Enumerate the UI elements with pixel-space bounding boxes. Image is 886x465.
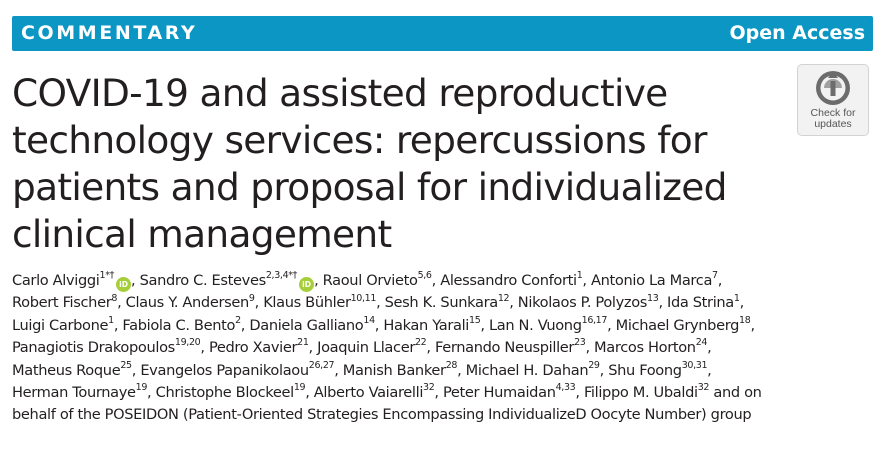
author-entry[interactable] [156, 384, 314, 401]
affiliation-marker[interactable]: 29 [588, 359, 600, 371]
affiliation-marker[interactable]: 30,31 [681, 359, 708, 371]
author-name[interactable]: Carlo Alviggi [12, 272, 100, 289]
author-separator: , [607, 316, 616, 334]
author-separator: , [509, 294, 518, 312]
author-entry[interactable] [12, 294, 126, 311]
orcid-icon[interactable]: iD [299, 277, 314, 292]
author-line [12, 270, 832, 292]
affiliation-marker[interactable]: 16,17 [581, 314, 608, 326]
author-name[interactable]: Pedro Xavier [208, 339, 298, 357]
author-entry[interactable] [12, 384, 156, 401]
author-separator: , [707, 339, 712, 357]
author-name[interactable]: Shu Foong [608, 361, 682, 379]
author-separator: , [376, 294, 385, 312]
author-entry[interactable] [323, 272, 441, 289]
affiliation-marker[interactable]: 15 [469, 314, 481, 326]
affiliation-marker[interactable]: 8 [111, 292, 118, 304]
affiliation-marker[interactable]: 24 [695, 337, 708, 349]
crossmark-icon [814, 69, 852, 107]
author-separator: , [575, 384, 584, 402]
open-access-label[interactable]: Open Access [729, 22, 865, 44]
author-name[interactable]: Klaus Bühler [263, 294, 351, 312]
author-entry[interactable] [209, 339, 317, 356]
check-for-updates-button[interactable] [797, 64, 869, 136]
author-entry[interactable] [12, 359, 141, 379]
author-separator: , [457, 361, 466, 379]
affiliation-marker[interactable]: 19,20 [174, 337, 201, 349]
author-separator: , [305, 384, 314, 402]
affiliation-marker[interactable]: 2,3,4*† [265, 270, 298, 282]
affiliation-marker[interactable]: 21 [297, 337, 309, 349]
author-line [12, 292, 832, 314]
affiliation-marker[interactable]: 7 [712, 270, 718, 282]
author-entry[interactable] [342, 359, 466, 379]
affiliation-marker[interactable]: 10,11 [350, 292, 377, 304]
author-separator: , [739, 294, 744, 312]
affiliation-marker[interactable]: 18 [739, 314, 751, 326]
affiliation-marker[interactable]: 32 [697, 382, 710, 394]
author-separator: , [434, 384, 443, 402]
author-entry[interactable] [12, 314, 123, 334]
author-separator: , [717, 272, 723, 289]
author-name[interactable]: Marcos Horton [594, 339, 696, 357]
author-entry[interactable] [385, 294, 518, 311]
author-entry[interactable] [140, 272, 323, 289]
author-entry[interactable] [440, 272, 591, 289]
author-name[interactable]: Manish Banker [342, 361, 446, 379]
author-name[interactable]: Matheus Roque [12, 361, 121, 379]
author-entry[interactable] [12, 339, 209, 356]
author-name[interactable]: Sesh K. Sunkara [384, 294, 498, 312]
author-name[interactable]: Claus Y. Andersen [125, 294, 249, 312]
author-name[interactable]: Robert Fischer [12, 294, 112, 312]
author-entry[interactable] [465, 359, 609, 379]
author-entry[interactable] [249, 314, 384, 334]
author-separator: , [374, 316, 384, 334]
author-name[interactable]: Alessandro Conforti [440, 272, 577, 289]
title-line: patients and proposal for individualized [12, 165, 727, 209]
affiliation-marker[interactable]: 19 [135, 382, 148, 394]
author-separator: , [131, 272, 140, 289]
author-entry[interactable] [12, 272, 140, 289]
author-name[interactable]: Ida Strina [667, 294, 734, 312]
affiliation-marker[interactable]: 25 [120, 359, 132, 371]
author-name[interactable]: Hakan Yarali [383, 316, 470, 334]
author-name[interactable]: Peter Humaidan [443, 384, 556, 402]
author-name[interactable]: Lan N. Vuong [488, 316, 582, 334]
author-separator: , [582, 272, 591, 289]
author-line [12, 337, 832, 359]
author-separator: , [240, 316, 250, 334]
affiliation-marker[interactable]: 14 [363, 314, 375, 326]
article-type-label: COMMENTARY [21, 22, 198, 44]
affiliation-marker[interactable]: 4,33 [555, 382, 576, 394]
title-line: COVID-19 and assisted reproductive [12, 71, 668, 115]
author-name[interactable]: Filippo M. Ubaldi [583, 384, 698, 402]
author-separator: , [200, 339, 209, 357]
author-entry[interactable] [591, 272, 722, 289]
author-separator: , [117, 294, 126, 312]
author-name[interactable]: Michael Grynberg [615, 316, 740, 334]
author-entry[interactable] [435, 339, 594, 356]
author-separator: , [113, 316, 123, 334]
author-name[interactable]: Antonio La Marca [590, 272, 713, 289]
affiliation-marker[interactable]: 22 [414, 337, 427, 349]
affiliation-marker[interactable]: 13 [647, 292, 659, 304]
author-entry[interactable] [518, 294, 667, 311]
author-separator: , [314, 272, 323, 289]
author-line-tail: behalf of the POSEIDON (Patient-Oriented Strategies Encompassing IndividualizeD Oocyte Number) group [12, 406, 752, 424]
author-entry[interactable] [263, 294, 384, 311]
author-name[interactable]: Herman Tournaye [12, 384, 136, 402]
orcid-icon[interactable]: iD [116, 277, 131, 292]
check-for-updates-label [797, 108, 869, 130]
author-separator: , [254, 294, 264, 312]
author-separator: , [308, 339, 318, 357]
author-entry[interactable] [594, 339, 711, 356]
author-name[interactable]: Panagiotis Drakopoulos [12, 339, 175, 357]
affiliation-marker[interactable]: 23 [574, 337, 586, 349]
check-for-updates-line: updates [814, 118, 852, 130]
author-name[interactable]: Joaquin Llacer [317, 339, 415, 357]
author-name[interactable]: Fabiola C. Bento [122, 316, 236, 334]
author-name[interactable]: Nikolaos P. Polyzos [517, 294, 648, 312]
author-entry[interactable] [317, 339, 435, 356]
author-separator: , [334, 361, 343, 379]
author-entry[interactable] [122, 314, 250, 334]
affiliation-marker[interactable]: 19 [293, 382, 306, 394]
article-type-banner [12, 16, 873, 51]
author-entry[interactable] [314, 384, 443, 401]
affiliation-marker[interactable]: 1*† [99, 270, 115, 282]
author-name[interactable]: Raoul Orvieto [322, 272, 418, 289]
author-entry[interactable] [667, 294, 744, 311]
author-name[interactable]: Luigi Carbone [12, 316, 109, 334]
author-name[interactable]: Fernando Neuspiller [434, 339, 575, 357]
affiliation-marker[interactable]: 1 [733, 292, 740, 304]
affiliation-marker[interactable]: 26,27 [308, 359, 335, 371]
author-list [12, 270, 832, 427]
author-separator: , [147, 384, 156, 402]
affiliation-marker[interactable]: 28 [445, 359, 458, 371]
author-separator: , [480, 316, 489, 334]
author-line [12, 360, 832, 382]
author-separator: , [750, 316, 755, 334]
affiliation-marker[interactable]: 9 [248, 292, 255, 304]
author-line [12, 382, 832, 404]
author-separator: and on [709, 384, 762, 402]
author-entry[interactable] [488, 314, 616, 334]
author-entry[interactable] [126, 294, 264, 311]
author-name[interactable]: Michael H. Dahan [465, 361, 589, 379]
author-entry[interactable] [140, 359, 343, 379]
author-entry[interactable] [608, 359, 712, 379]
affiliation-marker[interactable]: 1 [576, 270, 583, 282]
affiliation-marker[interactable]: 32 [423, 382, 435, 394]
author-name[interactable]: Evangelos Papanikolaou [140, 361, 309, 379]
article-title [12, 70, 772, 258]
author-separator: , [658, 294, 668, 312]
author-line [12, 315, 832, 337]
title-line: technology services: repercussions for [12, 118, 707, 162]
author-separator: , [131, 361, 141, 379]
affiliation-marker[interactable]: 2 [235, 314, 241, 326]
author-name[interactable]: Sandro C. Esteves [139, 272, 266, 289]
affiliation-marker[interactable]: 5,6 [417, 270, 432, 282]
author-name[interactable]: Alberto Vaiarelli [313, 384, 424, 402]
author-separator: , [585, 339, 595, 357]
author-separator: , [431, 272, 441, 289]
author-entry[interactable] [383, 314, 489, 334]
affiliation-marker[interactable]: 1 [108, 314, 114, 326]
check-for-updates-line: Check for [810, 107, 856, 119]
author-name[interactable]: Daniela Galliano [249, 316, 364, 334]
author-entry[interactable] [615, 314, 755, 334]
author-entry[interactable] [584, 384, 762, 401]
affiliation-marker[interactable]: 12 [497, 292, 510, 304]
title-line: clinical management [12, 212, 392, 256]
author-name[interactable]: Christophe Blockeel [155, 384, 294, 402]
author-separator: , [426, 339, 435, 357]
author-entry[interactable] [443, 384, 584, 401]
author-separator: , [707, 361, 712, 379]
author-separator: , [599, 361, 609, 379]
